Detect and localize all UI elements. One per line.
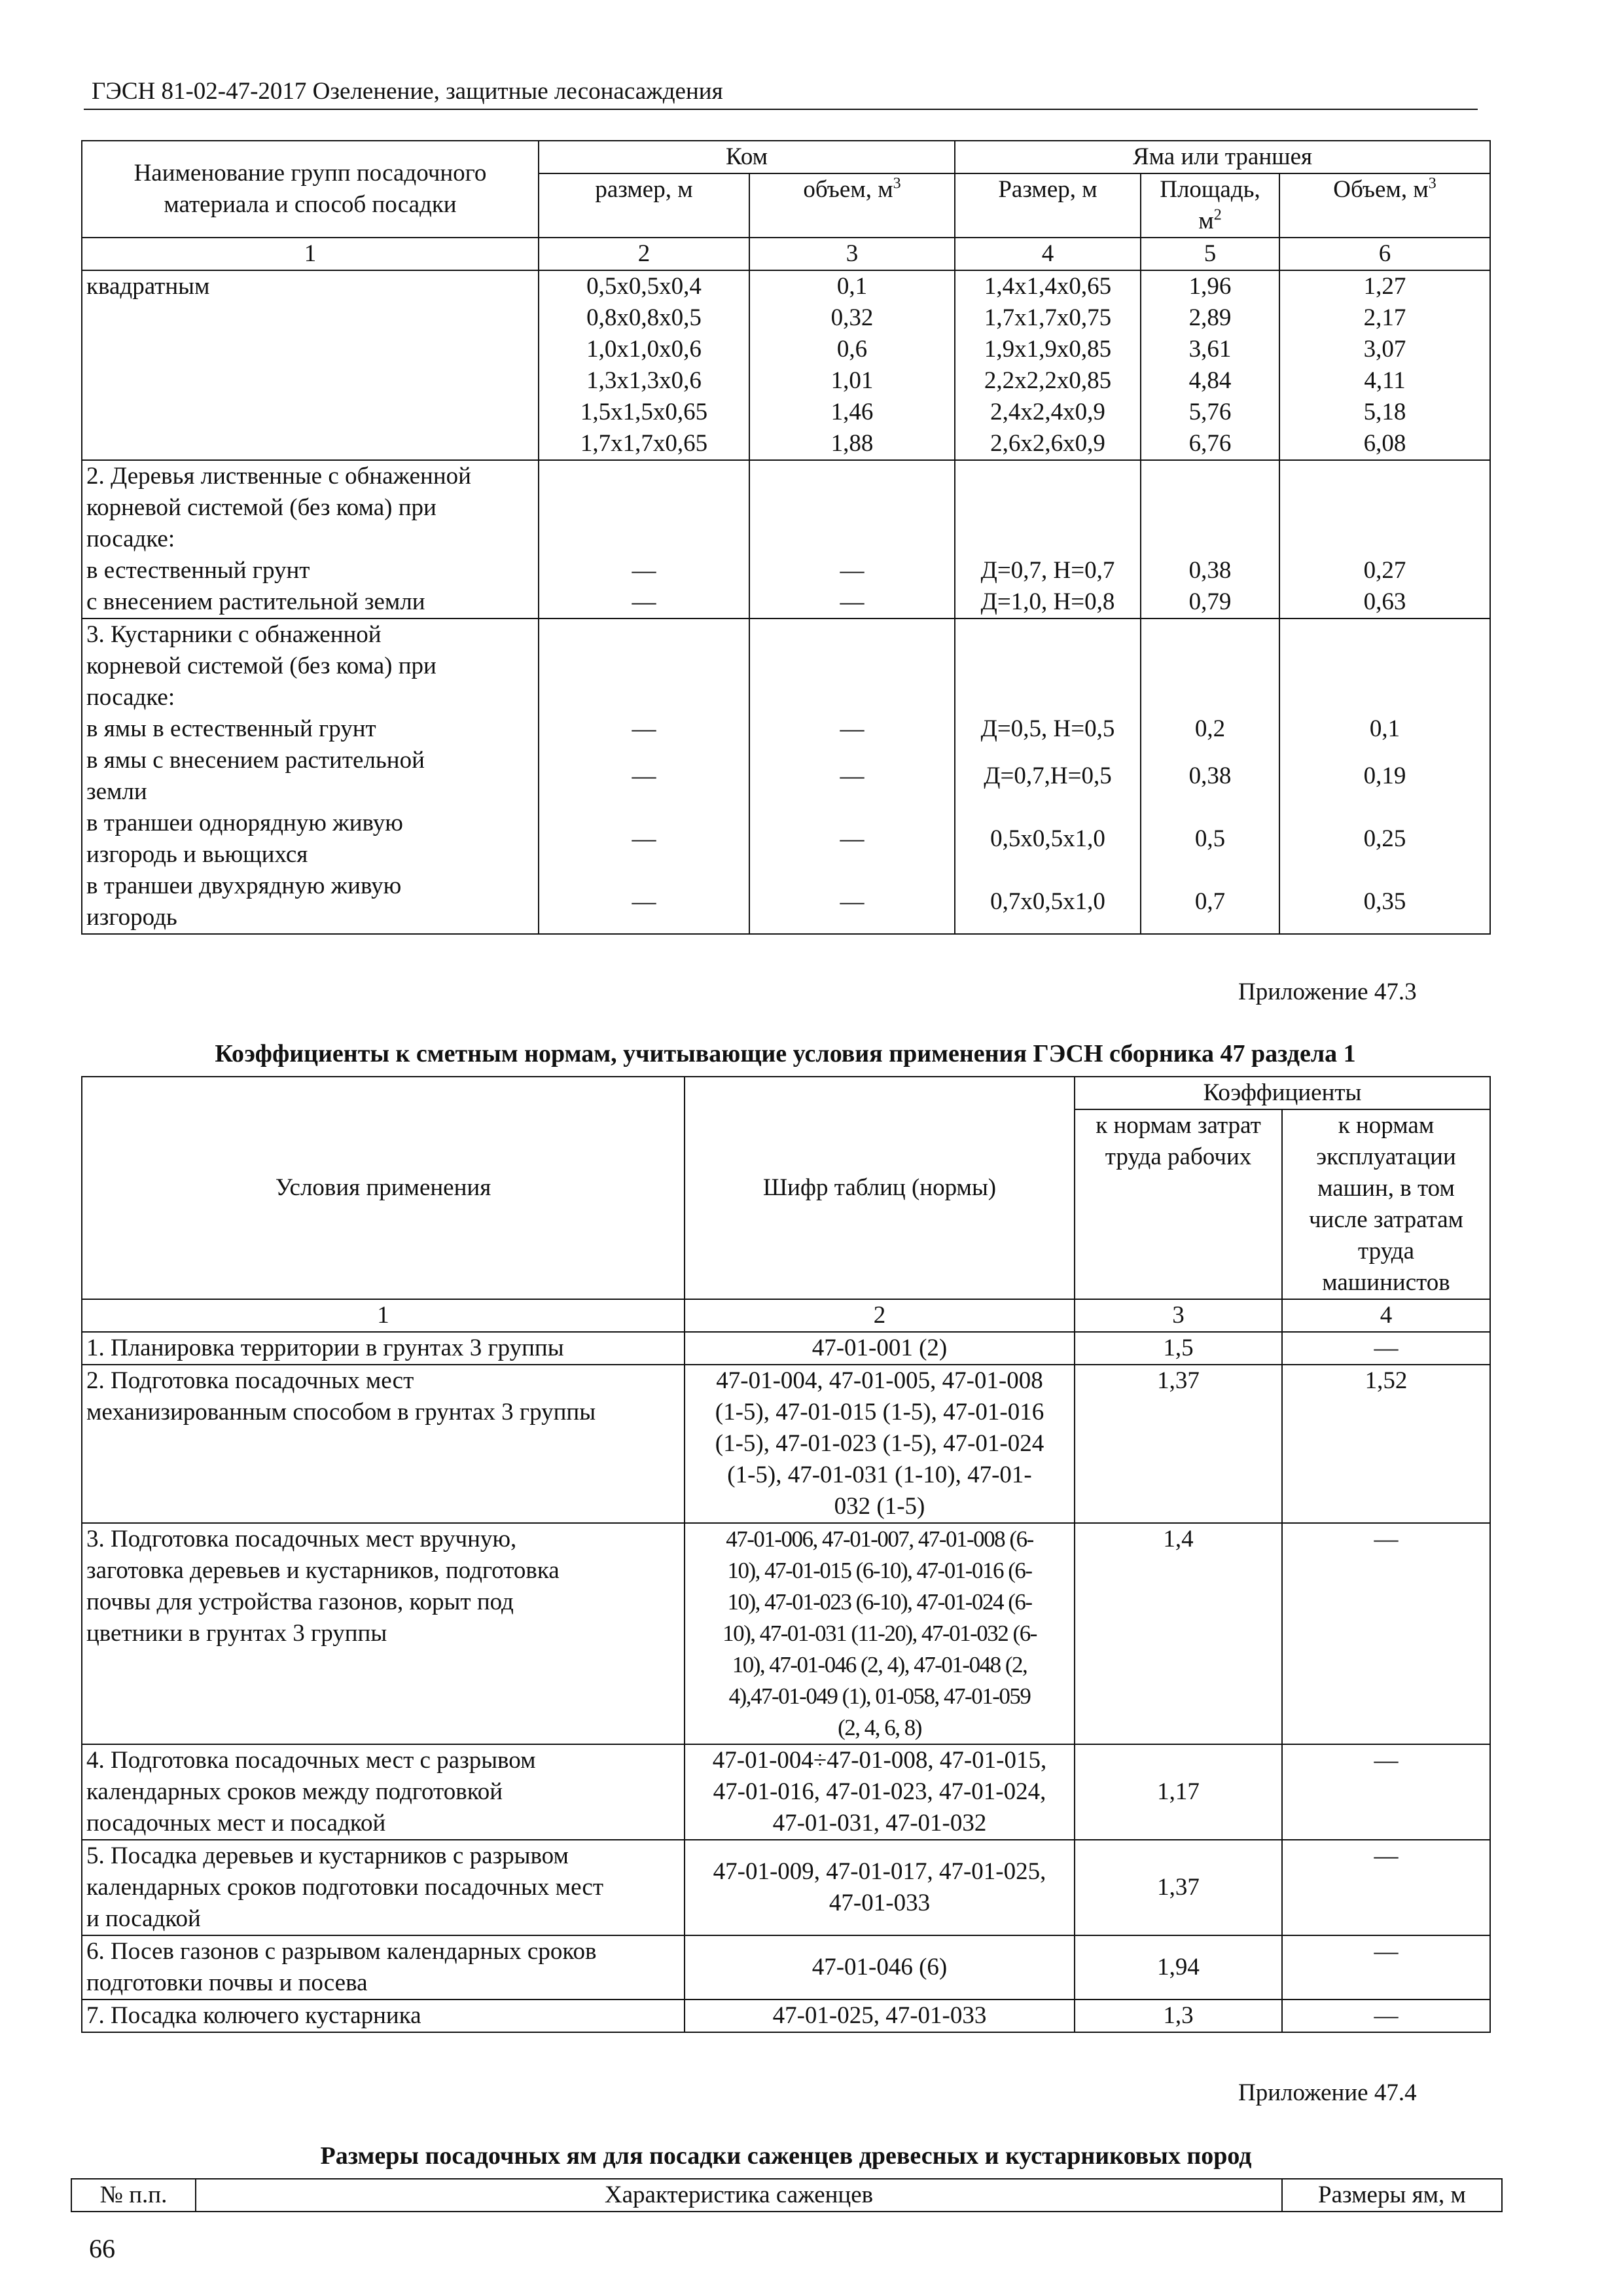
col-header-labor: к нормам затрат труда рабочих — [1075, 1109, 1282, 1299]
col-number-row: 1 2 3 4 5 6 — [82, 238, 1490, 270]
pit-volume-cell: 1,27 2,17 3,07 4,11 5,18 6,08 — [1279, 270, 1490, 460]
pit-area-cell: 1,96 2,89 3,61 4,84 5,76 6,76 — [1141, 270, 1279, 460]
col-header-pit-size: Размер, м — [955, 173, 1141, 238]
pit-sizes-table — [81, 140, 1491, 935]
col-header-pit: Яма или траншея — [955, 141, 1490, 173]
col-header-machines: к нормам эксплуатации машин, в том числе затратам труда машинистов — [1282, 1109, 1490, 1299]
kom-size-cell: 0,5х0,5х0,4 0,8х0,8х0,5 1,0х1,0х0,6 1,3х1,3х0,6 1,5х1,5х0,65 1,7х1,7х0,65 — [539, 270, 749, 460]
appendix-label-47-3: Приложение 47.3 — [1238, 978, 1417, 1005]
table-title-47-3: Коэффициенты к сметным нормам, учитывающие условия применения ГЭСН сборника 47 раздела 1 — [215, 1040, 1356, 1067]
col-header-num: № п.п. — [71, 2179, 196, 2212]
seedling-pits-table — [71, 2178, 1503, 2212]
header-rule — [84, 109, 1478, 110]
table-row: 2. Деревья лиственные с обнаженной корневой системой (без кома) при посадке: в естественный грунт с внесением растительной земли — — — — Д=0,7, Н=0,7 Д=1,0, Н=0,8 0,38 0,79 0,27 0,63 — [82, 460, 1490, 619]
coefficients-table — [81, 1076, 1491, 2033]
col-number-row: 1 2 3 4 — [82, 1299, 1490, 1332]
pit-size-cell: 1,4х1,4х0,65 1,7х1,7х0,75 1,9х1,9х0,85 2,2х2,2х0,85 2,4х2,4х0,9 2,6х2,6х0,9 — [955, 270, 1141, 460]
col-header-kom: Ком — [539, 141, 955, 173]
table-row: 3. Подготовка посадочных мест вручную, заготовка деревьев и кустарников, подготовка почвы для устройства газонов, корыт под цветники в грунтах 3 группы 47-01-006, 47-01-007, 47-01-008 (6- 10), 47-01-015 (6-10), 47-01-016 (6- 10), 47-01-023 (6-10), 47-01-024 (6- 10), 47-01-031 (11-20), 47-01-032 (6- 10), 47-01-046 (2, 4), 47-01-048 (2, 4),47-01-049 (1), 01-058, 47-01-059 (2, 4, 6, 8) 1,4 — — [82, 1523, 1490, 1744]
col-header-codes: Шифр таблиц (нормы) — [685, 1077, 1075, 1299]
group-label: квадратным — [82, 270, 539, 460]
table-row — [82, 270, 1490, 460]
table-row: 7. Посадка колючего кустарника 47-01-025, 47-01-033 1,3 — — [82, 2000, 1490, 2032]
table-row: 1. Планировка территории в грунтах 3 группы 47-01-001 (2) 1,5 — — [82, 1332, 1490, 1365]
table-title-47-4: Размеры посадочных ям для посадки саженцев древесных и кустарниковых пород — [320, 2142, 1252, 2170]
col-header-characteristic: Характеристика саженцев — [196, 2179, 1282, 2212]
col-header-name: Наименование групп посадочного материала и способ посадки — [82, 141, 539, 238]
appendix-label-47-4: Приложение 47.4 — [1238, 2079, 1417, 2106]
col-header-kom-size: размер, м — [539, 173, 749, 238]
col-header-coefficients: Коэффициенты — [1075, 1077, 1490, 1109]
col-header-kom-volume: объем, $м^3$ — [749, 173, 955, 238]
group-label: 3. Кустарники с обнаженной корневой системой (без кома) при посадке: в ямы в естественный грунт в ямы с внесением растительной земли в траншеи однорядную живую изгородь и вьющихся в траншеи двухрядную живую изгородь — [82, 619, 539, 934]
col-header-pit-sizes: Размеры ям, м — [1282, 2179, 1502, 2212]
table-row: 6. Посев газонов с разрывом календарных сроков подготовки почвы и посева 47-01-046 (6) 1,94 — — [82, 1935, 1490, 2000]
table-row: 3. Кустарники с обнаженной корневой системой (без кома) при посадке: в ямы в естественный грунт в ямы с внесением растительной земли в траншеи однорядную живую изгородь и вьющихся в траншеи двухрядную живую изгородь — — — — — — — — Д=0,5, Н=0,5 Д=0,7,Н=0,5 0,5х0,5х1,0 0,7х0,5х1,0 0,2 0,38 0,5 0,7 0,1 0,19 0,25 0,35 — [82, 619, 1490, 934]
group-label: 2. Деревья лиственные с обнаженной корневой системой (без кома) при посадке: в естественный грунт с внесением растительной земли — [82, 460, 539, 619]
table-row: 4. Подготовка посадочных мест с разрывом календарных сроков между подготовкой посадочных мест и посадкой 47-01-004÷47-01-008, 47-01-015, 47-01-016, 47-01-023, 47-01-024, 47-01-031, 47-01-032 1,17 — — [82, 1744, 1490, 1840]
running-header: ГЭСН 81-02-47-2017 Озеленение, защитные лесонасаждения — [92, 78, 723, 105]
table-row: 5. Посадка деревьев и кустарников с разрывом календарных сроков подготовки посадочных мест и посадкой 47-01-009, 47-01-017, 47-01-025, 47-01-033 1,37 — — [82, 1840, 1490, 1935]
col-header-pit-area: Площадь, $м^2$ — [1141, 173, 1279, 238]
table-row: 2. Подготовка посадочных мест механизированным способом в грунтах 3 группы 47-01-004, 47-01-005, 47-01-008 (1-5), 47-01-015 (1-5), 47-01-016 (1-5), 47-01-023 (1-5), 47-01-024 (1-5), 47-01-031 (1-10), 47-01- 032 (1-5) 1,37 1,52 — [82, 1365, 1490, 1523]
kom-volume-cell: 0,1 0,32 0,6 1,01 1,46 1,88 — [749, 270, 955, 460]
page-number: 66 — [89, 2234, 115, 2263]
col-header-pit-volume: Объем, $м^3$ — [1279, 173, 1490, 238]
col-header-conditions: Условия применения — [82, 1077, 685, 1299]
